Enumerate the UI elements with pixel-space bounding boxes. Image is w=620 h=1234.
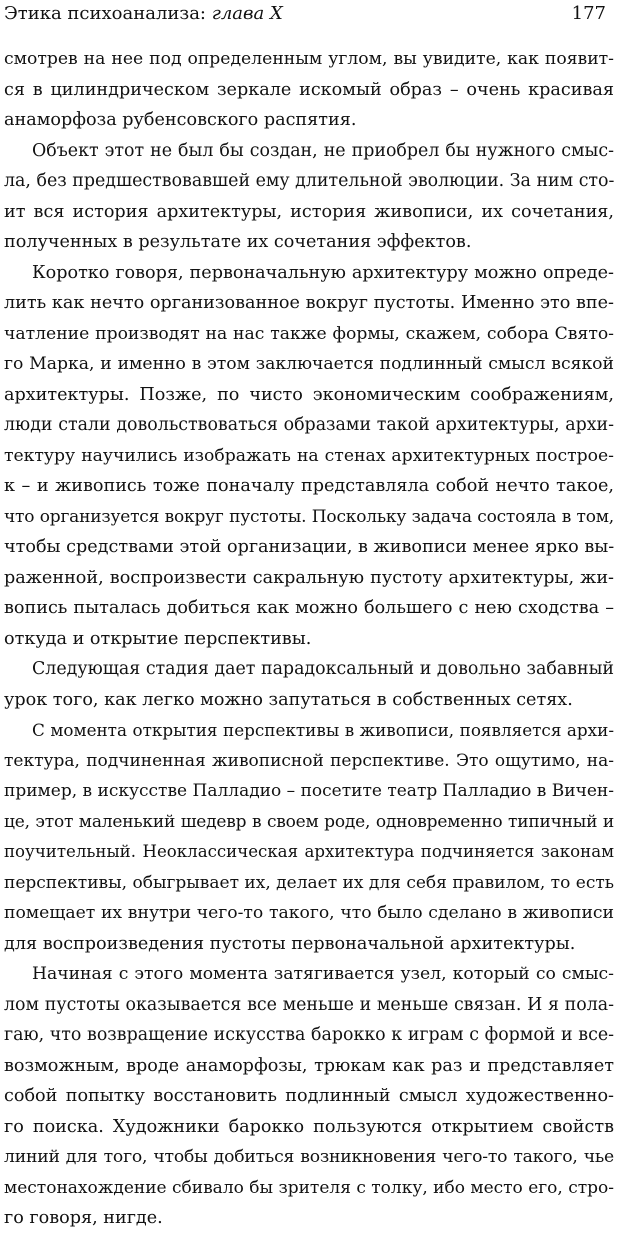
text-line: помещает их внутри чего-то такого, что было сделано в живописи [4, 903, 614, 923]
text-line: возможным, вроде анаморфозы, трюкам как раз и представляет [4, 1055, 614, 1076]
text-line: что организуется вокруг пустоты. Поскольку задача состояла в том, [4, 506, 614, 527]
paragraph [4, 715, 614, 959]
text-line: Начиная с этого момента затягивается узел, который со смыс- [32, 964, 614, 984]
text-line: местонахождение сбивало бы зрителя с толку, ибо место его, стро- [4, 1177, 614, 1198]
text-line: Следующая стадия дает парадоксальный и довольно забавный [32, 659, 614, 679]
text-line: го Марка, и именно в этом заключается подлинный смысл всякой [4, 354, 614, 374]
text-line: люди стали довольствоваться образами такой архитектуры, архи- [4, 415, 614, 435]
running-head [4, 2, 283, 26]
text-line: собой попытку восстановить подлинный смысл художественно- [4, 1086, 614, 1106]
text-line: архитектуры. Позже, по чисто экономическим соображениям, [4, 384, 614, 405]
text-line: для воспроизведения пустоты первоначальной архитектуры. [4, 933, 576, 954]
text-line: откуда и открытие перспективы. [4, 628, 312, 649]
text-line: Объект этот не был бы создан, не приобрел бы нужного смыс- [32, 140, 614, 161]
text-line: го поиска. Художники барокко пользуются открытием свойств [4, 1116, 614, 1137]
text-line: ла, без предшествовавшей ему длительной эволюции. За ним сто- [4, 171, 614, 191]
text-line: лом пустоты оказывается все меньше и меньше связан. И я пола- [4, 994, 614, 1015]
text-line: це, этот маленький шедевр в своем роде, одновременно типичный и [4, 811, 614, 832]
page-body [4, 44, 614, 1234]
text-line: ся в цилиндрическом зеркале искомый образ – очень красивая [4, 79, 614, 100]
text-line: лить как нечто организованное вокруг пустоты. Именно это впе- [4, 293, 614, 313]
text-line: урок того, как легко можно запутаться в собственных сетях. [4, 689, 573, 710]
text-line: пример, в искусстве Палладио – посетите театр Палладио в Вичен- [4, 781, 614, 801]
text-line: тектуру научились изображать на стенах архитектурных построе- [4, 445, 614, 466]
paragraph [4, 654, 614, 715]
paragraph [4, 44, 614, 136]
chapter-title: глава X [211, 3, 283, 24]
text-line: к – и живопись тоже поначалу представляла собой нечто такое, [4, 476, 614, 496]
text-line: смотрев на нее под определенным углом, вы увидите, как появит- [4, 49, 614, 69]
text-line: го говоря, нигде. [4, 1208, 163, 1228]
text-line: ит вся история архитектуры, история живописи, их сочетания, [4, 201, 614, 222]
text-line: полученных в результате их сочетания эффектов. [4, 232, 472, 252]
text-line: вопись пыталась добиться как можно большего с нею сходства – [4, 598, 614, 618]
text-line: поучительный. Неоклассическая архитектура подчиняется законам [4, 842, 614, 861]
paragraph [4, 959, 614, 1234]
paragraph [4, 258, 614, 655]
text-line: анаморфоза рубенсовского распятия. [4, 110, 357, 130]
text-line: тектура, подчиненная живописной перспективе. Это ощутимо, на- [4, 750, 614, 771]
book-title: Этика психоанализа: [4, 3, 212, 24]
text-line: С момента открытия перспективы в живописи, появляется архи- [32, 720, 614, 740]
text-line: чатление производят на нас также формы, скажем, собора Свято- [4, 323, 614, 344]
paragraph [4, 136, 614, 258]
text-line: Коротко говоря, первоначальную архитектуру можно опреде- [32, 262, 614, 283]
text-line: чтобы средствами этой организации, в живописи менее ярко вы- [4, 537, 614, 557]
text-line: раженной, воспроизвести сакральную пустоту архитектуры, жи- [4, 567, 614, 588]
text-line: линий для того, чтобы добиться возникновения чего-то такого, чье [4, 1147, 614, 1167]
text-line: гаю, что возвращение искусства барокко к играм с формой и все- [4, 1025, 614, 1045]
page-number: 177 [571, 3, 606, 24]
page-header [0, 2, 606, 28]
text-line: перспективы, обыгрывает их, делает их для себя правилом, то есть [4, 872, 614, 893]
